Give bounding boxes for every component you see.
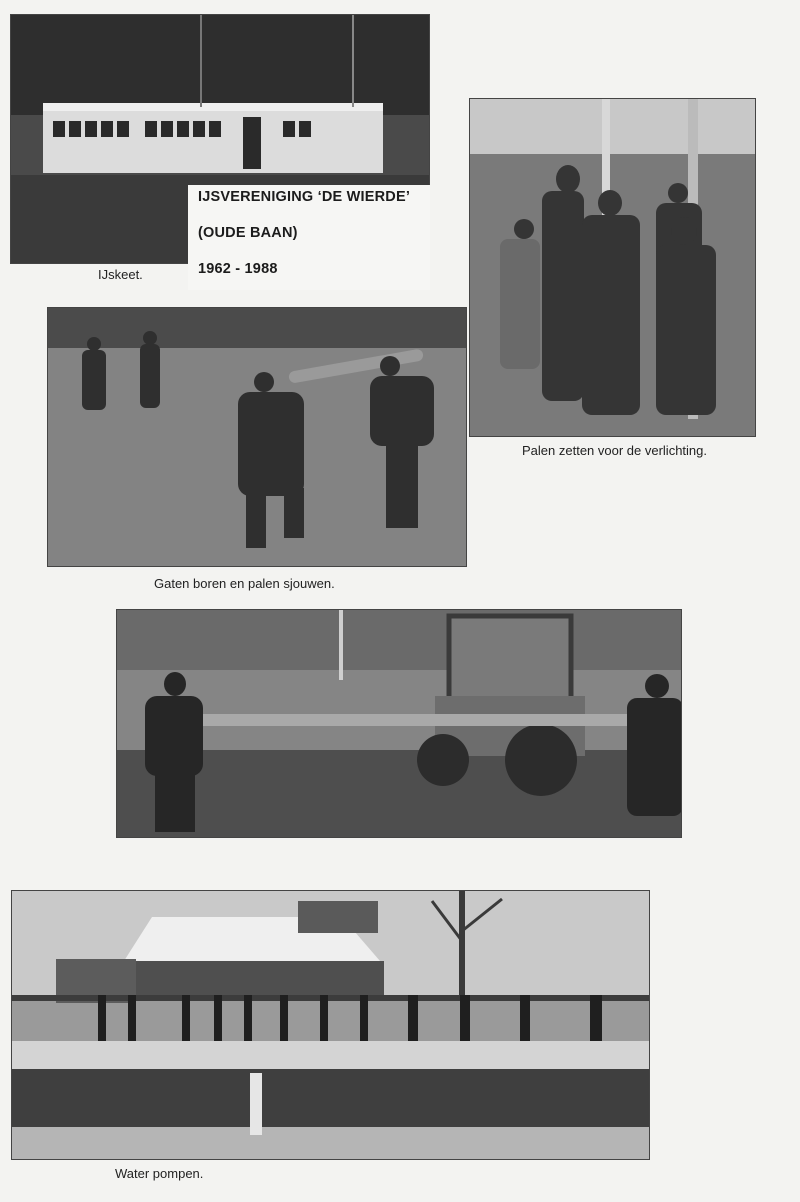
caption-ijskeet: IJskeet.: [98, 267, 143, 282]
photo-palen-zetten-image: [470, 99, 755, 436]
photo-water-pompen-image: [12, 891, 649, 1159]
caption-water-pompen: Water pompen.: [115, 1166, 204, 1181]
photo-palen-sjouwen: [47, 307, 467, 567]
photo-tractor-image: [117, 610, 681, 837]
photo-palen-zetten: [469, 98, 756, 437]
caption-palen-sjouwen: Gaten boren en palen sjouwen.: [154, 576, 335, 591]
photo-palen-sjouwen-image: [48, 308, 466, 566]
title-block: [188, 185, 430, 290]
club-name-heading: IJSVERENIGING ‘DE WIERDE’: [198, 189, 411, 205]
caption-palen-zetten: Palen zetten voor de verlichting.: [522, 443, 707, 458]
years-heading: 1962 - 1988: [198, 261, 278, 277]
subtitle-heading: (OUDE BAAN): [198, 225, 298, 241]
photo-tractor: [116, 609, 682, 838]
photo-water-pompen: [11, 890, 650, 1160]
